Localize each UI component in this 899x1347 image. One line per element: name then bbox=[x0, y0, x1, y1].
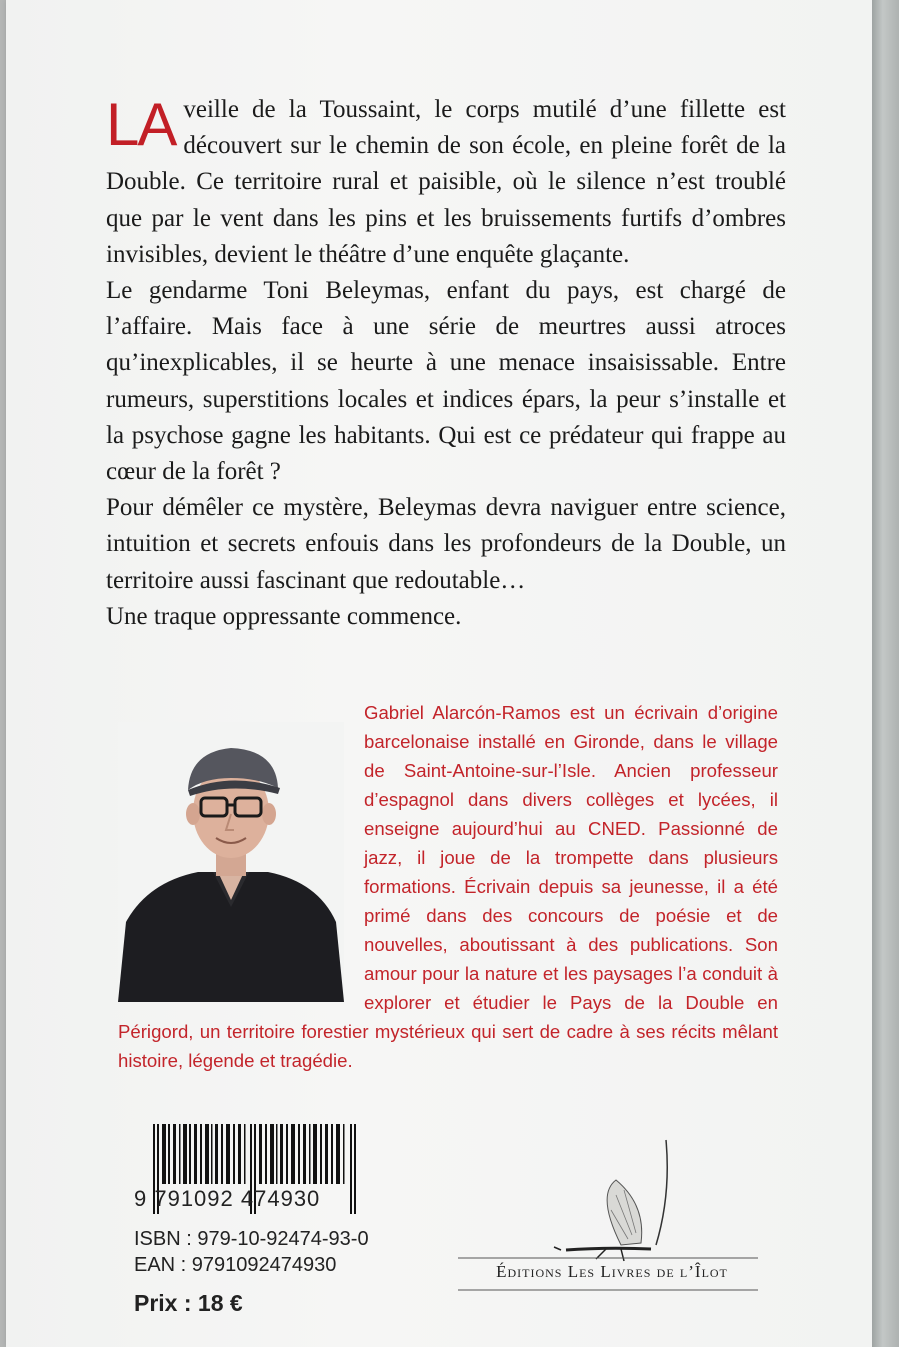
author-photo bbox=[118, 722, 344, 1002]
isbn-number: ISBN : 979-10-92474-93-0 bbox=[134, 1228, 369, 1250]
blurb-paragraph-2: Le gendarme Toni Beleymas, enfant du pays, est chargé de l’affaire. Mais face à une série de meurtres aussi atroces qu’inexplicables, il se heurte à une menace insaisissable. Entre rumeurs, superstitions locales et indices épars, la peur s’installe et la psychose gagne les habitants. Qui est ce prédateur qui frappe au cœur de la forêt ? bbox=[106, 277, 786, 486]
book-blurb bbox=[106, 92, 786, 635]
ean-number: EAN : 9791092474930 bbox=[134, 1254, 337, 1276]
book-edge bbox=[872, 0, 899, 1347]
drop-cap: LA bbox=[106, 91, 176, 158]
barcode-digits: 9 791092 474930 bbox=[134, 1186, 321, 1211]
blurb-paragraph-1: veille de la Toussaint, le corps mutilé d’une fillette est découvert sur le chemin de son école, en pleine forêt de la Double. Ce territoire rural et paisible, où le silence n’est troublé que par le vent dans les pins et les bruissements furtifs d’ombres invisibles, devient le théâtre d’une enquête glaçante. bbox=[106, 96, 786, 268]
price: Prix : 18 € bbox=[134, 1290, 243, 1316]
publisher-name: Éditions Les Livres de l’Îlot bbox=[496, 1262, 728, 1281]
blurb-paragraph-3: Pour démêler ce mystère, Beleymas devra naviguer entre science, intuition et secrets enfouis dans les profondeurs de la Double, un territoire aussi fascinant que redoutable… bbox=[106, 494, 786, 594]
blurb-paragraph-4: Une traque oppressante commence. bbox=[106, 602, 462, 630]
isbn-block bbox=[134, 1226, 369, 1278]
author-bio bbox=[118, 698, 778, 1075]
author-bio-text: Gabriel Alarcón-Ramos est un écrivain d’origine barcelonaise installé en Gironde, dans le village de Saint-Antoine-sur-l’Isle. Ancien professeur d’espagnol dans divers collèges et lycées, il enseigne aujourd’hui au CNED. Passionné de jazz, il joue de la trompette dans plusieurs formations. Écrivain depuis sa jeunesse, il a été primé dans des concours de poésie et de nouvelles, aboutissant à des publications. Son amour pour la nature et les paysages l’a conduit à explorer et étudier le Pays de la Double en Périgord, un territoire forestier mystérieux qui sert de cadre à ses récits mêlant histoire, légende et tragédie. bbox=[118, 702, 778, 1071]
book-back-cover bbox=[6, 0, 872, 1347]
